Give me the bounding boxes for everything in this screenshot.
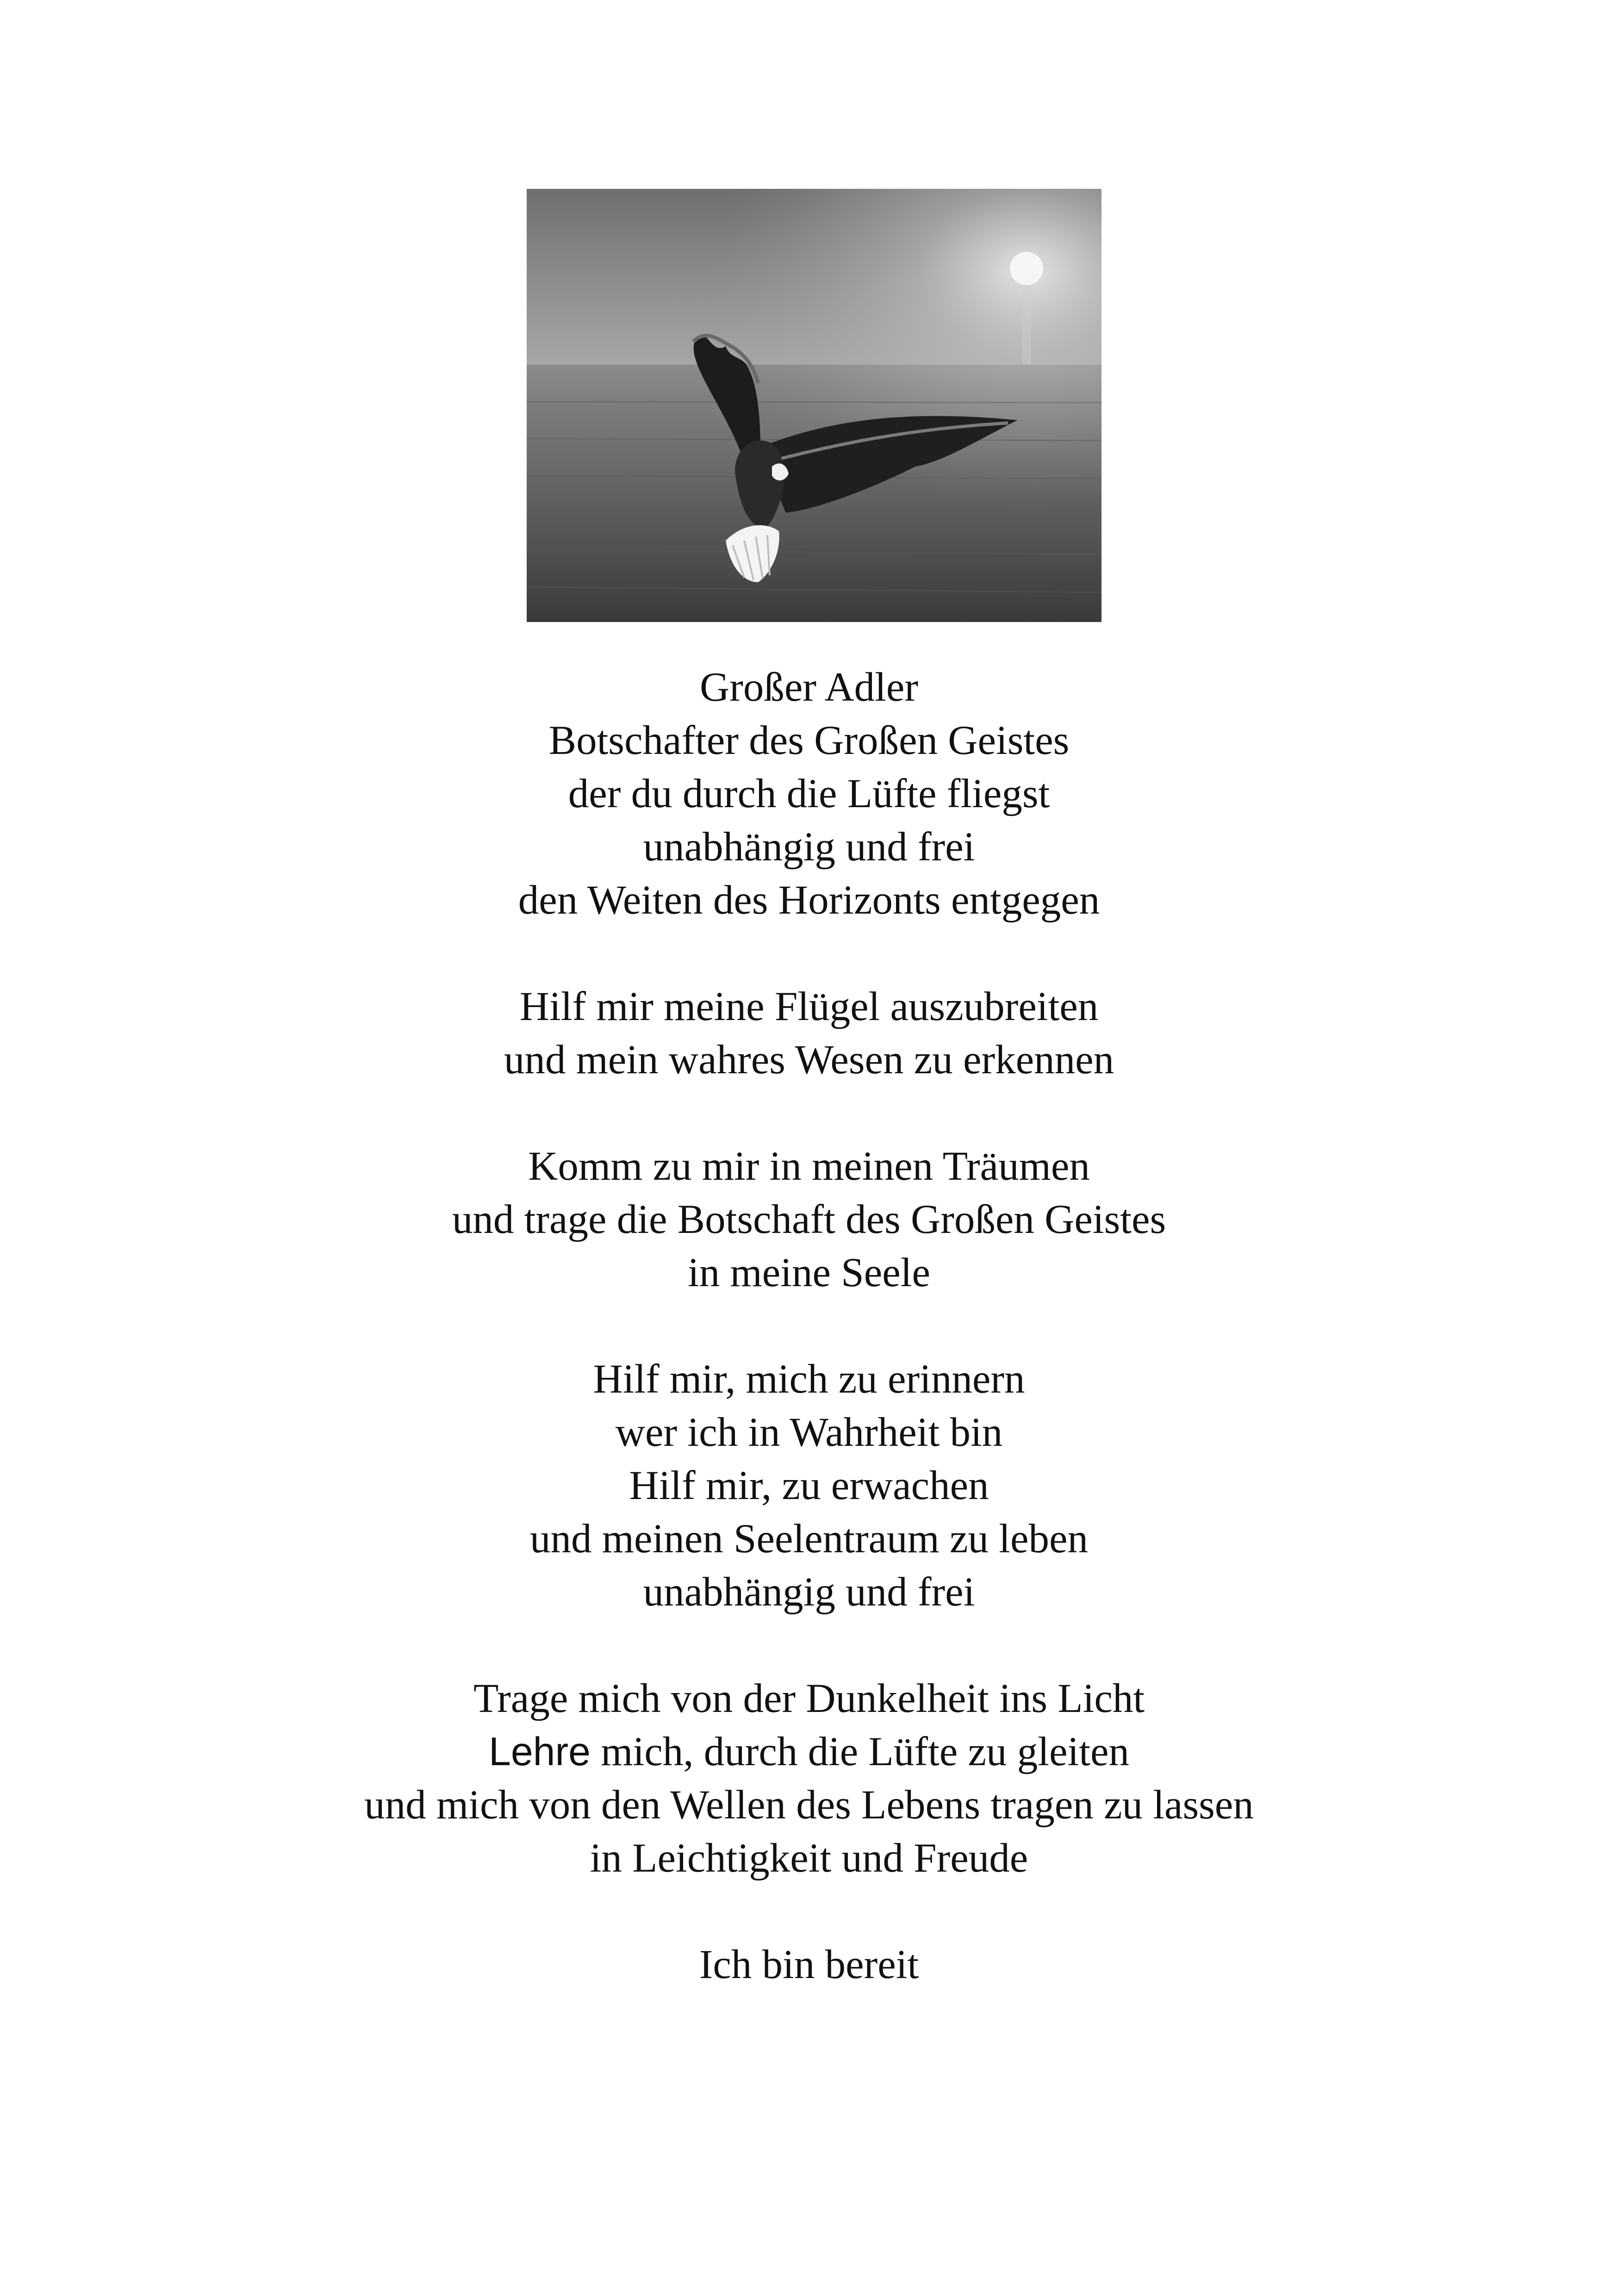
poem-line: unabhängig und frei: [643, 1569, 975, 1615]
poem-line: in Leichtigkeit und Freude: [590, 1836, 1028, 1881]
emphasis-word: Lehre: [489, 1730, 591, 1774]
poem-line: der du durch die Lüfte fliegst: [568, 771, 1050, 816]
poem-line: unabhängig und frei: [643, 824, 975, 870]
sun-icon: [1010, 252, 1043, 285]
poem-line: wer ich in Wahrheit bin: [615, 1410, 1003, 1455]
poem-line-emphasis: [0, 1725, 1618, 1779]
stanza-4: [0, 1353, 1618, 1619]
stanza-5: [0, 1672, 1618, 1885]
poem-line: Botschafter des Großen Geistes: [548, 718, 1070, 763]
poem-line: Großer Adler: [699, 665, 919, 710]
poem-line: und meinen Seelentraum zu leben: [529, 1516, 1089, 1562]
poem-line-rest: mich, durch die Lüfte zu gleiten: [601, 1729, 1129, 1774]
stanza-6: [0, 1938, 1618, 1991]
poem-line: und mein wahres Wesen zu erkennen: [504, 1037, 1114, 1083]
poem-line: den Weiten des Horizonts entgegen: [518, 877, 1100, 923]
poem-line: in meine Seele: [688, 1250, 930, 1295]
poem-line: Hilf mir, zu erwachen: [629, 1463, 989, 1508]
poem: [0, 661, 1618, 2045]
poem-line: und mich von den Wellen des Lebens tragen zu lassen: [364, 1782, 1254, 1828]
stanza-1: [0, 661, 1618, 927]
eagle-photo: [527, 189, 1101, 622]
stanza-3: [0, 1140, 1618, 1300]
poem-line: Ich bin bereit: [699, 1942, 919, 1987]
poem-line: Hilf mir, mich zu erinnern: [593, 1356, 1025, 1402]
poem-line: Hilf mir meine Flügel auszubreiten: [519, 984, 1099, 1029]
stanza-2: [0, 980, 1618, 1087]
eagle-illustration: [527, 189, 1101, 622]
poem-line: Trage mich von der Dunkelheit ins Licht: [473, 1676, 1145, 1721]
poem-line: Komm zu mir in meinen Träumen: [528, 1144, 1090, 1189]
poem-line: und trage die Botschaft des Großen Geistes: [452, 1197, 1166, 1242]
